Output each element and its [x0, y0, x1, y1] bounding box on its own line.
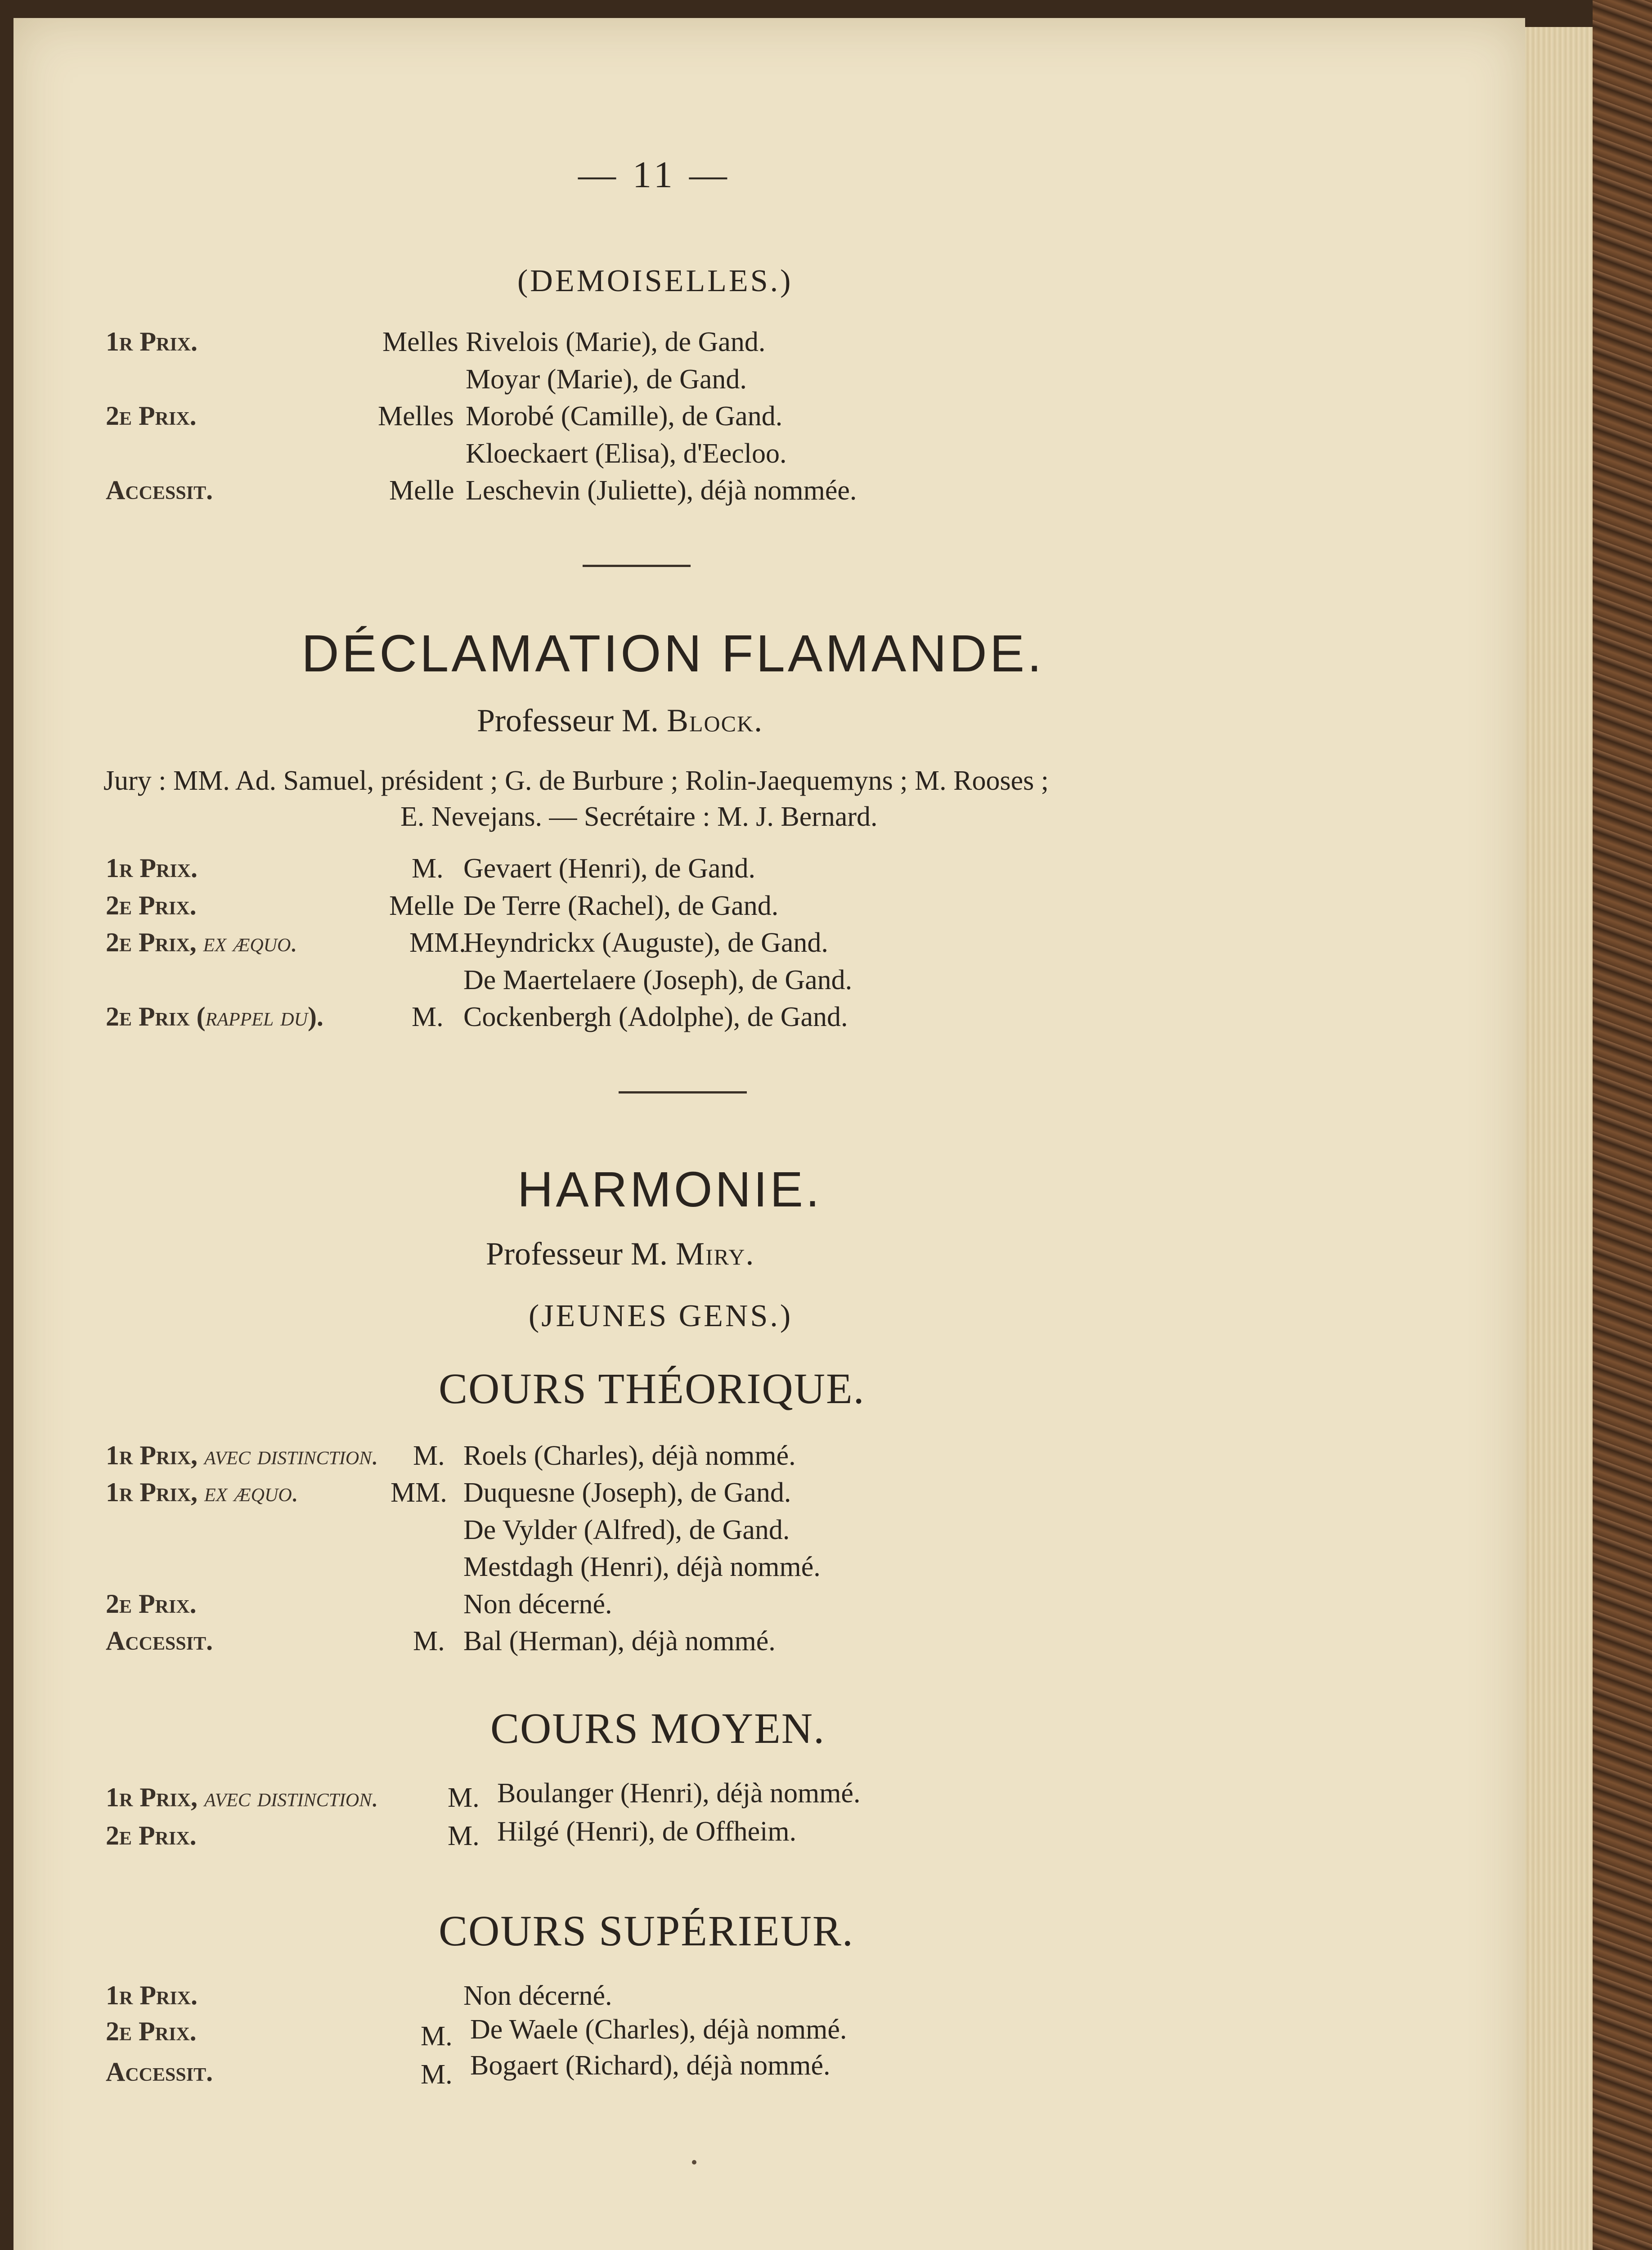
professor-line	[477, 702, 763, 739]
prize-label: 2e Prix.	[106, 1589, 197, 1619]
professor-name: Block.	[666, 702, 763, 738]
laureate-name: Cockenbergh (Adolphe), de Gand.	[463, 1002, 848, 1032]
honorific: M.	[448, 1782, 480, 1813]
honorific: M.	[412, 1002, 444, 1032]
laureate-name: Rivelois (Marie), de Gand.	[466, 327, 766, 357]
prize-label: 1r Prix, avec distinction.	[106, 1440, 379, 1470]
honorific: M.	[448, 1821, 480, 1851]
section-heading: DÉCLAMATION FLAMANDE.	[301, 624, 1045, 683]
laureate-name: Moyar (Marie), de Gand.	[466, 364, 747, 395]
ink-speck	[692, 2160, 696, 2164]
prize-label: Accessit.	[106, 1626, 213, 1656]
course-heading: COURS SUPÉRIEUR.	[439, 1907, 854, 1955]
honorific: M.	[421, 2021, 453, 2052]
laureate-name: Heyndrickx (Auguste), de Gand.	[463, 927, 828, 958]
laureate-name: Duquesne (Joseph), de Gand.	[463, 1477, 791, 1508]
laureate-name: Morobé (Camille), de Gand.	[466, 401, 783, 432]
laureate-name: Gevaert (Henri), de Gand.	[463, 853, 755, 884]
honorific: M.	[413, 1440, 445, 1471]
jury-line: E. Nevejans. — Secrétaire : M. J. Bernard.	[400, 801, 878, 832]
professor-name: Miry.	[675, 1236, 755, 1272]
laureate-name: Kloeckaert (Elisa), d'Eecloo.	[466, 438, 787, 469]
prize-label: 2e Prix.	[106, 2016, 197, 2046]
prize-label: 2e Prix.	[106, 1821, 197, 1850]
demoiselles-subtitle: (DEMOISELLES.)	[517, 264, 793, 298]
page-edges	[1525, 27, 1593, 2250]
laureate-name: Boulanger (Henri), déjà nommé.	[497, 1778, 861, 1809]
professor-prefix: Professeur M.	[486, 1236, 668, 1272]
prize-label: 1r Prix.	[106, 853, 198, 883]
laureate-name: De Maertelaere (Joseph), de Gand.	[463, 965, 853, 995]
prize-label: 1r Prix.	[106, 1980, 198, 2010]
prize-label: Accessit.	[106, 475, 213, 505]
laureate-name: De Terre (Rachel), de Gand.	[463, 891, 779, 921]
prize-label: Accessit.	[106, 2057, 213, 2087]
book-cover	[1593, 0, 1652, 2250]
honorific: M.	[413, 1626, 445, 1656]
prize-label: 1r Prix, ex æquo.	[106, 1477, 299, 1507]
prize-label: 1r Prix, avec distinction.	[106, 1782, 379, 1812]
section-divider	[619, 1091, 747, 1094]
laureate-name: Non décerné.	[463, 1589, 612, 1620]
prize-label: 2e Prix, ex æquo.	[106, 927, 298, 957]
laureate-name: De Vylder (Alfred), de Gand.	[463, 1515, 790, 1545]
honorific: MM.	[391, 1477, 447, 1508]
prize-label: 2e Prix.	[106, 891, 197, 920]
laureate-name: Hilgé (Henri), de Offheim.	[497, 1816, 797, 1847]
prize-label: 1r Prix.	[106, 327, 198, 356]
honorific: Melles	[382, 327, 458, 357]
laureate-name: Roels (Charles), déjà nommé.	[463, 1440, 796, 1471]
page-number: — 11 —	[578, 154, 731, 196]
laureate-name: Non décerné.	[463, 1980, 612, 2011]
honorific: M.	[421, 2059, 453, 2090]
laureate-name: Mestdagh (Henri), déjà nommé.	[463, 1552, 821, 1582]
laureate-name: Bal (Herman), déjà nommé.	[463, 1626, 776, 1656]
honorific: Melle	[389, 475, 454, 506]
professor-prefix: Professeur M.	[477, 702, 659, 738]
honorific: Melles	[378, 401, 454, 432]
laureate-name: De Waele (Charles), déjà nommé.	[470, 2014, 847, 2045]
section-divider	[583, 565, 691, 567]
course-heading: COURS MOYEN.	[490, 1704, 826, 1752]
section-heading: HARMONIE.	[517, 1162, 822, 1217]
course-heading: COURS THÉORIQUE.	[439, 1364, 865, 1413]
honorific: Melle	[389, 891, 454, 921]
prize-label: 2e Prix.	[106, 401, 197, 431]
laureate-name: Leschevin (Juliette), déjà nommée.	[466, 475, 857, 506]
jury-line: Jury : MM. Ad. Samuel, président ; G. de Burbure ; Rolin-Jaequemyns ; M. Rooses ;	[103, 765, 1049, 796]
professor-line	[486, 1235, 754, 1273]
honorific: M.	[412, 853, 444, 884]
honorific: MM.	[409, 927, 466, 958]
laureate-name: Bogaert (Richard), déjà nommé.	[470, 2050, 830, 2081]
harmonie-subtitle: (JEUNES GENS.)	[529, 1299, 793, 1333]
prize-label: 2e Prix (rappel du).	[106, 1002, 323, 1031]
